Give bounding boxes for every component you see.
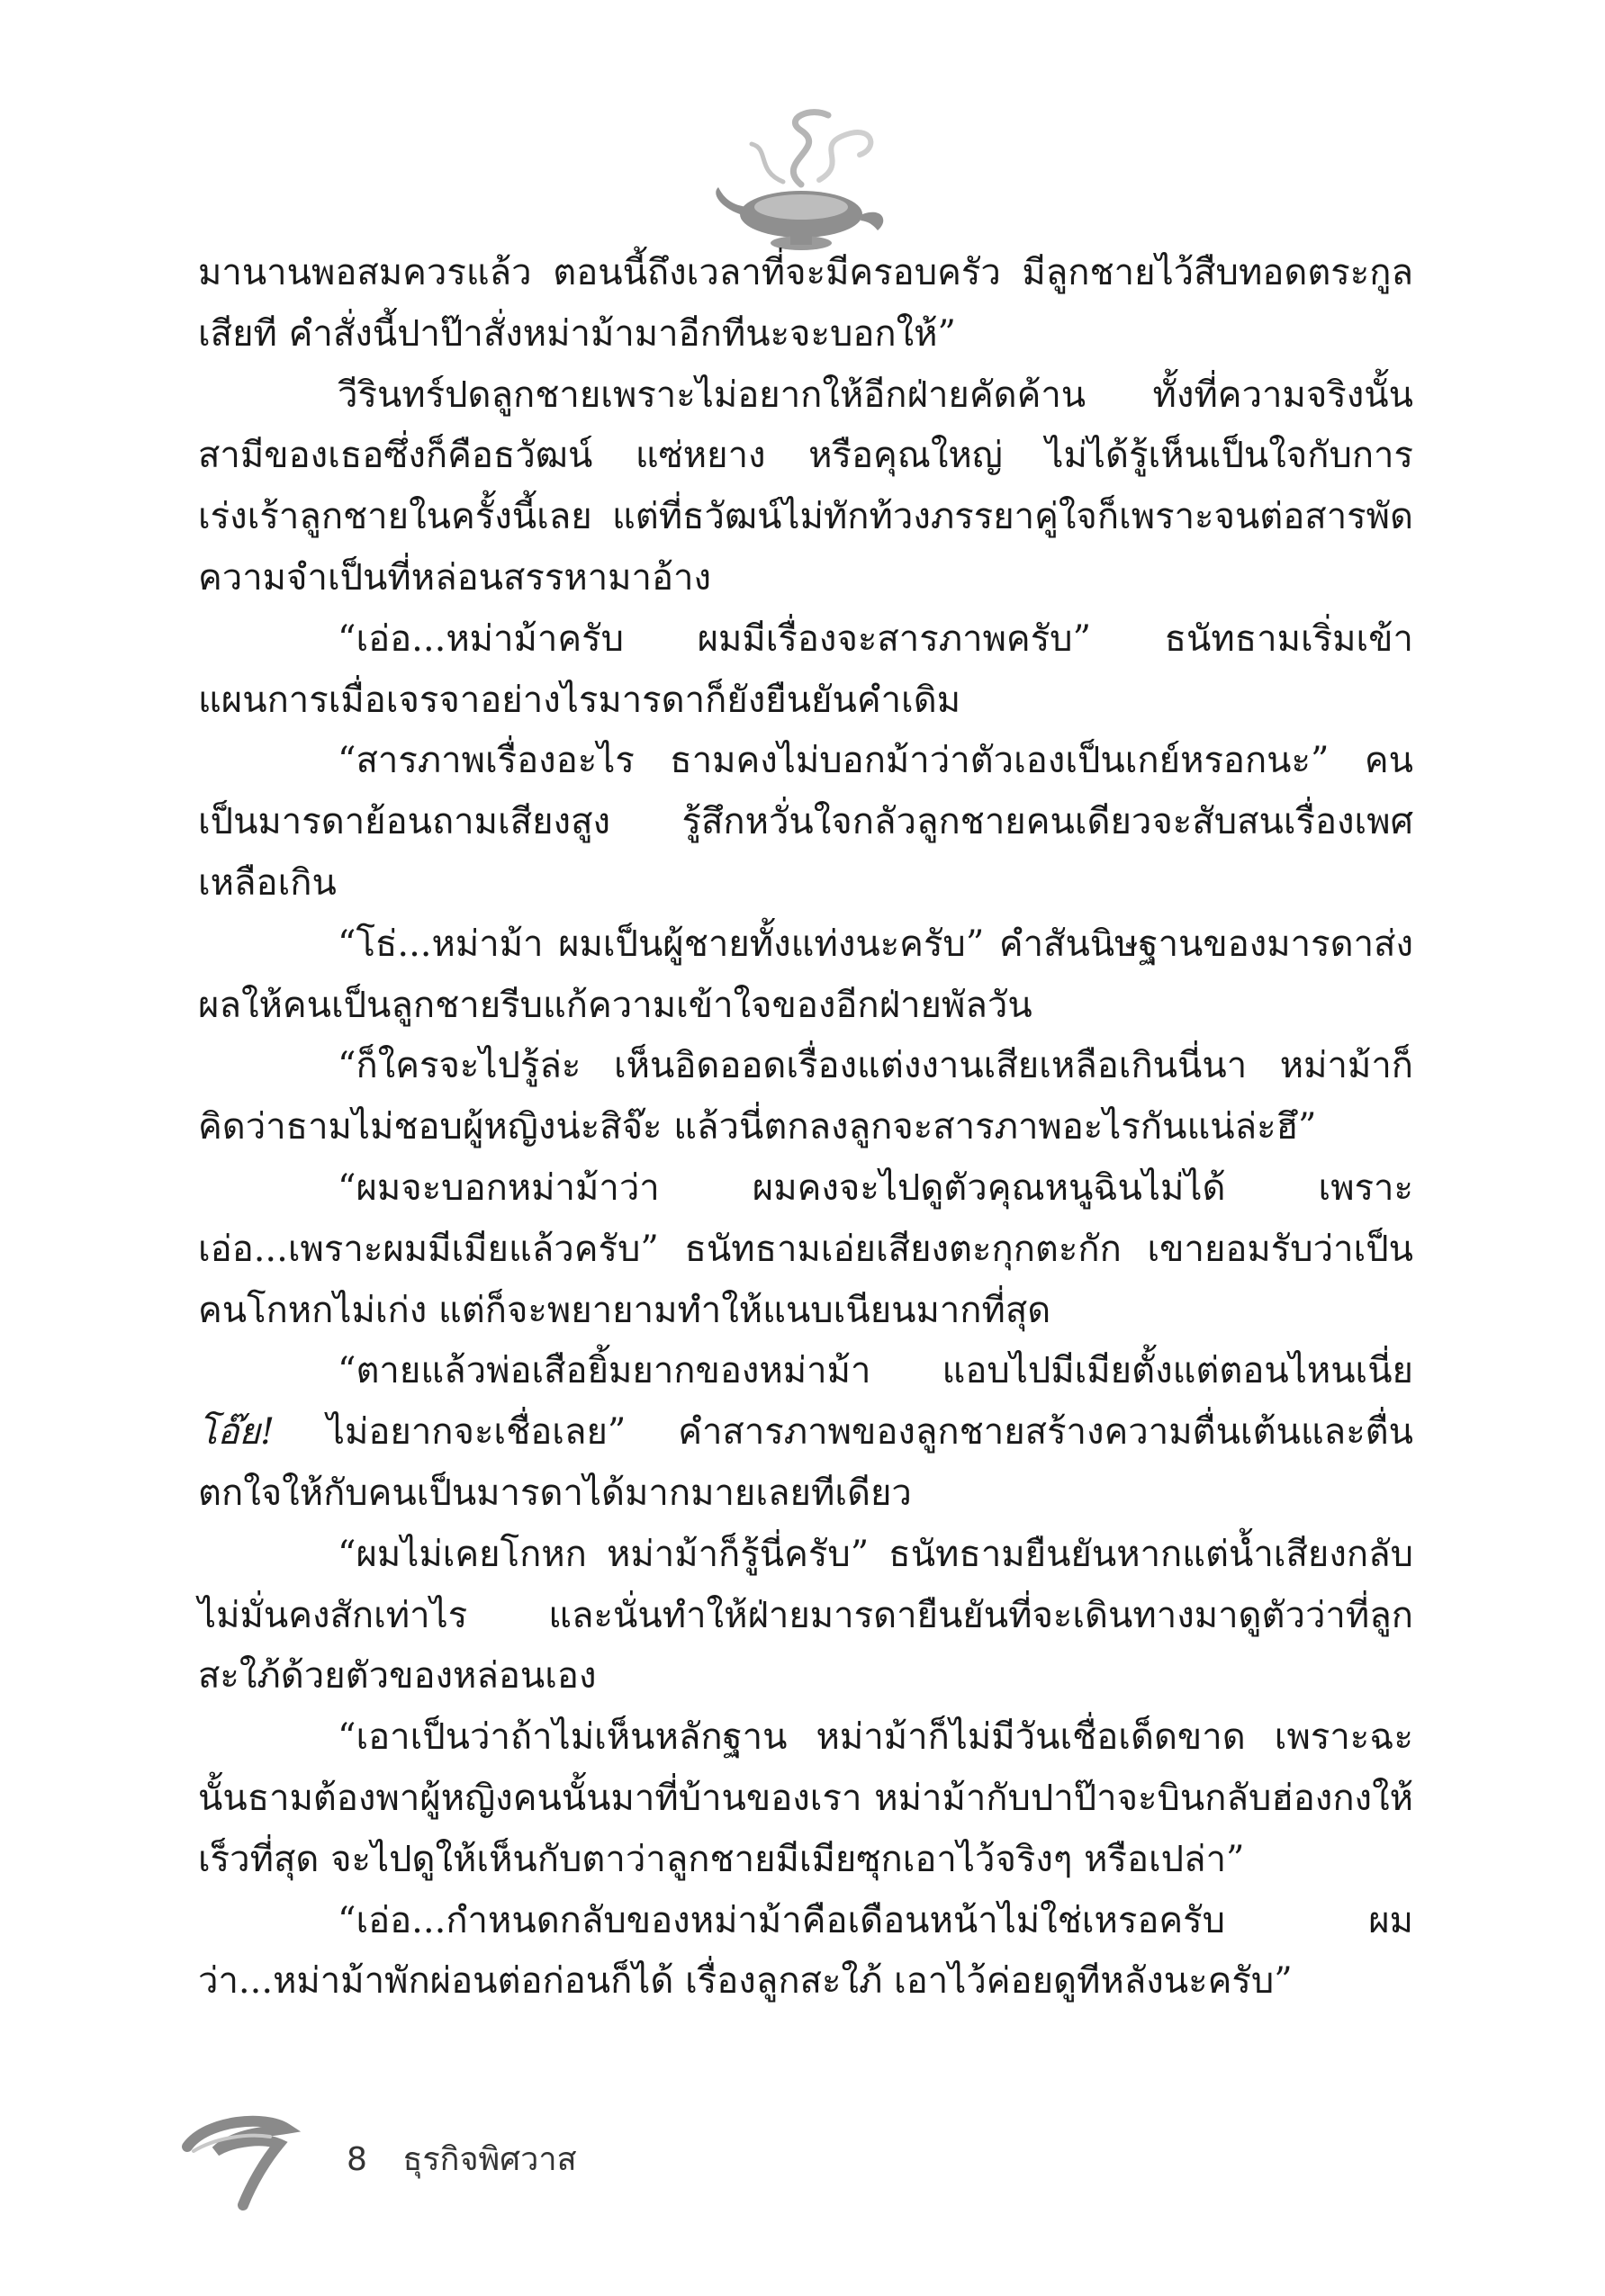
emphasized-exclamation: โอ๊ย!: [198, 1411, 275, 1454]
paragraph: “ผมจะบอกหม่าม้าว่า ผมคงจะไปดูตัวคุณหนูฉินไม่ได้ เพราะเอ่อ...เพราะผมมีเมียแล้วครับ” ธนัทธามเอ่ยเสียงตะกุกตะกัก เขายอมรับว่าเป็นคนโกหกไม่เก่ง แต่ก็จะพยายามทำให้แนบเนียนมากที่สุด: [198, 1166, 1413, 1331]
paragraph: “สารภาพเรื่องอะไร ธามคงไม่บอกม้าว่าตัวเองเป็นเกย์หรอกนะ” คนเป็นมารดาย้อนถามเสียงสูง รู้สึกหวั่นใจกลัวลูกชายคนเดียวจะสับสนเรื่องเพศเหลือเกิน: [198, 740, 1413, 904]
paragraph: “ก็ใครจะไปรู้ล่ะ เห็นอิดออดเรื่องแต่งงานเสียเหลือเกินนี่นา หม่าม้าก็คิดว่าธามไม่ชอบผู้หญิงน่ะสิจ๊ะ แล้วนี่ตกลงลูกจะสารภาพอะไรกันแน่ล่ะฮึ”: [198, 1045, 1413, 1148]
paragraph: “เอ่อ...กำหนดกลับของหม่าม้าคือเดือนหน้าไม่ใช่เหรอครับ ผมว่า...หม่าม้าพักผ่อนต่อก่อนก็ได้ เรื่องลูกสะใภ้ เอาไว้ค่อยดูทีหลังนะครับ”: [198, 1899, 1413, 2003]
paragraph-text: ไม่อยากจะเชื่อเลย” คำสารภาพของลูกชายสร้างความตื่นเต้นและตื่นตกใจให้กับคนเป็นมารดาได้มากมายเลยทีเดียว: [198, 1411, 1413, 1514]
swash-ornament-icon: [180, 2097, 315, 2214]
book-title: ธุรกิจพิศวาส: [402, 2141, 577, 2178]
page-number: 8: [347, 2141, 367, 2178]
story-body: [198, 243, 1413, 2012]
footer-label: [347, 2133, 577, 2184]
page-footer: [180, 2097, 810, 2214]
paragraph: “โธ่...หม่าม้า ผมเป็นผู้ชายทั้งแท่งนะครับ” คำสันนิษฐานของมารดาส่งผลให้คนเป็นลูกชายรีบแก้ความเข้าใจของอีกฝ่ายพัลวัน: [198, 923, 1413, 1026]
paragraph: “ผมไม่เคยโกหก หม่าม้าก็รู้นี่ครับ” ธนัทธามยืนยันหากแต่น้ำเสียงกลับไม่มั่นคงสักเท่าไร และนั่นทำให้ฝ่ายมารดายืนยันที่จะเดินทางมาดูตัวว่าที่ลูกสะใภ้ด้วยตัวของหล่อนเอง: [198, 1533, 1413, 1697]
paragraph: “เอ่อ...หม่าม้าครับ ผมมีเรื่องจะสารภาพครับ” ธนัทธามเริ่มเข้าแผนการเมื่อเจรจาอย่างไรมารดาก็ยังยืนยันคำเดิม: [198, 617, 1413, 721]
paragraph: วีรินทร์ปดลูกชายเพราะไม่อยากให้อีกฝ่ายคัดค้าน ทั้งที่ความจริงนั้นสามีของเธอซึ่งก็คือธวัฒน์ แซ่หยาง หรือคุณใหญ่ ไม่ได้รู้เห็นเป็นใจกับการเร่งเร้าลูกชายในครั้งนี้เลย แต่ที่ธวัฒน์ไม่ทักท้วงภรรยาคู่ใจก็เพราะจนต่อสารพัดความจำเป็นที่หล่อนสรรหามาอ้าง: [198, 374, 1413, 599]
paragraph: “เอาเป็นว่าถ้าไม่เห็นหลักฐาน หม่าม้าก็ไม่มีวันเชื่อเด็ดขาด เพราะฉะนั้นธามต้องพาผู้หญิงคนนั้นมาที่บ้านของเรา หม่าม้ากับปาป๊าจะบินกลับฮ่องกงให้เร็วที่สุด จะไปดูให้เห็นกับตาว่าลูกชายมีเมียซุกเอาไว้จริงๆ หรือเปล่า”: [198, 1716, 1413, 1880]
paragraph: [198, 1341, 1413, 1524]
paragraph: มานานพอสมควรแล้ว ตอนนี้ถึงเวลาที่จะมีครอบครัว มีลูกชายไว้สืบทอดตระกูลเสียที คำสั่งนี้ปาป๊าสั่งหม่าม้ามาอีกทีนะจะบอกให้”: [198, 252, 1413, 355]
paragraph-text: “ตายแล้วพ่อเสือยิ้มยากของหม่าม้า แอบไปมีเมียตั้งแต่ตอนไหนเนี่ย: [338, 1350, 1413, 1392]
